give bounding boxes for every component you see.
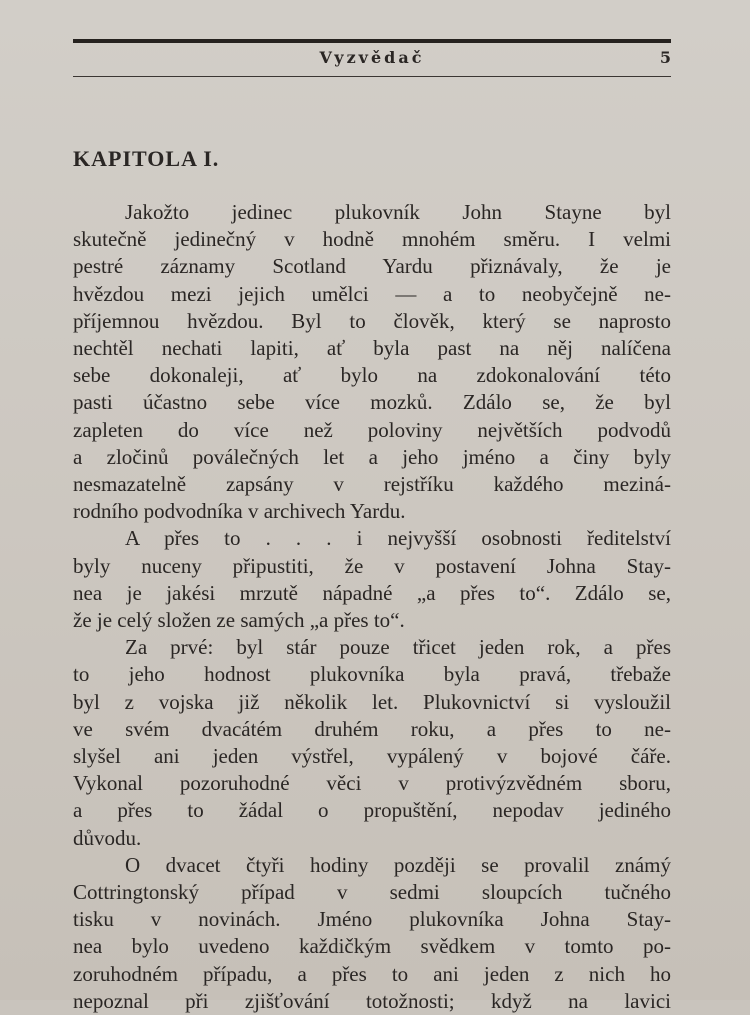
text-line: nepoznal při zjišťování totožnosti; když na lavici <box>73 988 671 1013</box>
header-rule-top <box>73 39 671 43</box>
text-line: zoruhodném případu, a přes to ani jeden z nich ho <box>73 961 671 986</box>
text-line: slyšel ani jeden výstřel, vypálený v bojové čáře. <box>73 744 671 769</box>
text-line: A přes to . . . i nejvyšší osobnosti ředitelství <box>125 526 671 551</box>
chapter-heading: KAPITOLA I. <box>73 146 220 171</box>
text-line: a přes to žádal o propuštění, nepodav jediného <box>73 798 671 823</box>
text-line: příjemnou hvězdou. Byl to člověk, který se naprosto <box>73 308 671 333</box>
text-line: Jakožto jedinec plukovník John Stayne byl <box>125 200 671 224</box>
text-line: byly nuceny připustiti, že v postavení Johna Stay- <box>73 553 671 578</box>
text-line: hvězdou mezi jejich umělci — a to neobyčejně ne- <box>73 281 671 306</box>
text-line: byl z vojska již několik let. Plukovnictví si vysloužil <box>73 689 671 714</box>
text-line: Cottringtonský případ v sedmi sloupcích tučného <box>73 880 671 905</box>
running-head <box>73 48 671 70</box>
text-line: nesmazatelně zapsány v rejstříku každého meziná- <box>73 472 671 497</box>
text-line: nea je jakési mrzutě nápadné „a přes to“. Zdálo se, <box>73 580 671 605</box>
text-line: a zločinů poválečných let a jeho jméno a činy byly <box>73 444 671 469</box>
text-line: důvodu. <box>73 825 142 850</box>
text-line: Za prvé: byl stár pouze třicet jeden rok, a přes <box>125 635 671 660</box>
text-line: zapleten do více než poloviny největších podvodů <box>73 417 671 442</box>
text-line: nechtěl nechati lapiti, ať byla past na něj nalíčena <box>73 336 671 361</box>
text-line: sebe dokonaleji, ať bylo na zdokonalování této <box>73 363 671 388</box>
text-line: skutečně jedinečný v hodně mnohém směru. I velmi <box>73 227 671 252</box>
text-line: ve svém dvacátém druhém roku, a přes to ne- <box>73 716 671 741</box>
text-line: pestré záznamy Scotland Yardu přiznávaly, že je <box>73 254 671 279</box>
running-title: Vyzvědač <box>319 48 425 67</box>
text-line: to jeho hodnost plukovníka byla pravá, třebaže <box>73 662 671 687</box>
text-line: O dvacet čtyři hodiny později se provalil známý <box>125 852 671 877</box>
text-line: že je celý složen ze samých „a přes to“. <box>73 608 405 633</box>
text-line: tisku v novinách. Jméno plukovníka Johna Stay- <box>73 907 671 932</box>
page-number: 5 <box>659 48 671 67</box>
text-line: rodního podvodníka v archivech Yardu. <box>73 499 406 524</box>
header-rule-bottom <box>73 76 671 77</box>
body-text <box>73 199 671 1013</box>
text-line: Vykonal pozoruhodné věci v protivýzvědném sboru, <box>73 771 671 796</box>
text-line: nea bylo uvedeno každičkým svědkem v tomto po- <box>73 934 671 959</box>
text-line: pasti účastno sebe více mozků. Zdálo se, že byl <box>73 390 671 415</box>
